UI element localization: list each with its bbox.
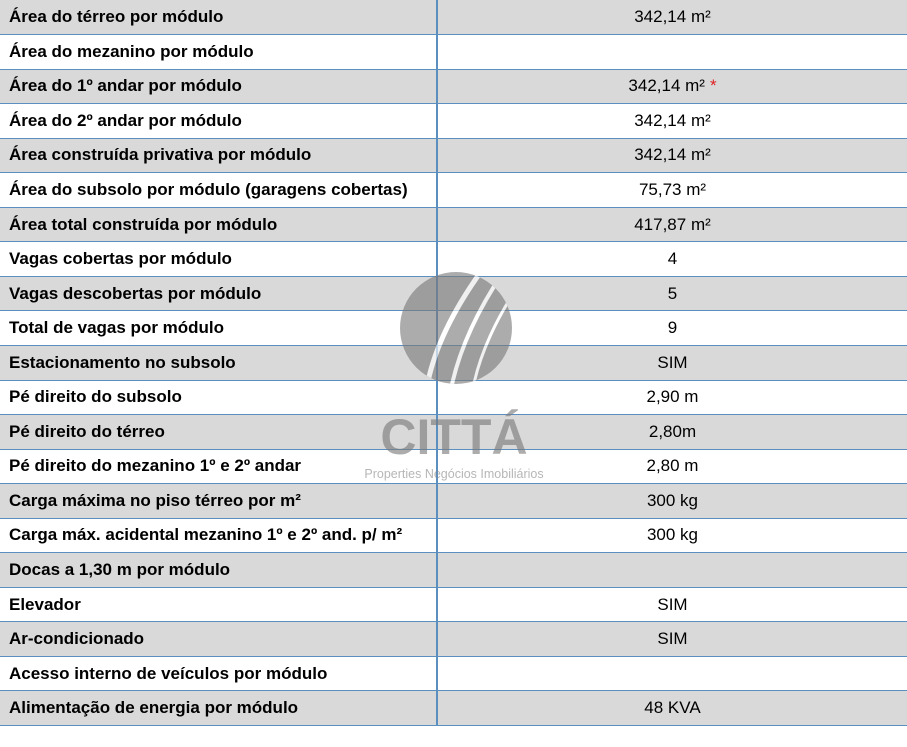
row-value-cell (437, 207, 907, 242)
row-value: SIM (657, 629, 688, 649)
row-value-cell (437, 449, 907, 484)
row-value: 48 KVA (644, 698, 701, 718)
footnote-asterisk: * (709, 76, 717, 96)
table-row (0, 415, 907, 450)
row-value-cell (437, 622, 907, 657)
row-label: Área do subsolo por módulo (garagens cobertas) (0, 173, 437, 208)
row-value-cell (437, 484, 907, 519)
row-value: 342,14 m² (634, 145, 711, 165)
row-label: Elevador (0, 587, 437, 622)
table-row (0, 691, 907, 726)
row-value-cell (437, 656, 907, 691)
row-value-cell (437, 104, 907, 139)
row-label: Área do térreo por módulo (0, 0, 437, 35)
row-label: Ar-condicionado (0, 622, 437, 657)
table-row (0, 553, 907, 588)
watermark-brand-text: CITTÁ (380, 409, 528, 465)
table-row (0, 242, 907, 277)
row-value: 5 (667, 283, 678, 303)
row-value-cell (437, 691, 907, 726)
row-label: Pé direito do mezanino 1º e 2º andar (0, 449, 437, 484)
row-value: 342,14 m² (634, 110, 711, 130)
table-row (0, 311, 907, 346)
row-value-cell (437, 415, 907, 450)
watermark-tagline-text: Properties Negócios Imobiliários (364, 467, 544, 481)
table-row (0, 345, 907, 380)
row-label: Total de vagas por módulo (0, 311, 437, 346)
row-value-cell (437, 69, 907, 104)
row-value: SIM (657, 594, 688, 614)
row-value-cell (437, 276, 907, 311)
table-row (0, 69, 907, 104)
row-value-cell (437, 0, 907, 35)
table-row (0, 587, 907, 622)
table-row (0, 173, 907, 208)
row-label: Área do 1º andar por módulo (0, 69, 437, 104)
row-label: Estacionamento no subsolo (0, 345, 437, 380)
row-label: Área total construída por módulo (0, 207, 437, 242)
row-value: 9 (667, 318, 678, 338)
row-label: Docas a 1,30 m por módulo (0, 553, 437, 588)
row-value-cell (437, 380, 907, 415)
row-label: Acesso interno de veículos por módulo (0, 656, 437, 691)
row-value: 2,80m (648, 421, 697, 441)
row-label: Alimentação de energia por módulo (0, 691, 437, 726)
row-value: 75,73 m² (638, 180, 707, 199)
row-value-cell (437, 35, 907, 70)
row-value-cell (437, 242, 907, 277)
row-value: 417,87 m² (634, 214, 711, 234)
row-label: Área do mezanino por módulo (0, 35, 437, 70)
row-value: 300 kg (646, 490, 699, 510)
table-row (0, 622, 907, 657)
table-row (0, 380, 907, 415)
row-label: Área do 2º andar por módulo (0, 104, 437, 139)
row-label: Área construída privativa por módulo (0, 138, 437, 173)
row-label: Carga máx. acidental mezanino 1º e 2º and. p/ m² (0, 518, 437, 553)
table-row (0, 656, 907, 691)
row-label: Vagas cobertas por módulo (0, 242, 437, 277)
row-value-cell (437, 587, 907, 622)
row-value-cell (437, 311, 907, 346)
row-value: 342,14 m² (628, 76, 705, 96)
table-row (0, 484, 907, 519)
table-row (0, 104, 907, 139)
table-row (0, 138, 907, 173)
row-label: Carga máxima no piso térreo por m² (0, 484, 437, 519)
table-row (0, 207, 907, 242)
row-value-cell (437, 345, 907, 380)
row-label: Vagas descobertas por módulo (0, 276, 437, 311)
row-value: 2,80 m (646, 456, 699, 476)
row-value: 300 kg (646, 525, 699, 545)
row-value: 342,14 m² (634, 7, 711, 27)
table-row (0, 276, 907, 311)
row-value-cell (437, 173, 907, 208)
table-row (0, 35, 907, 70)
row-value: 4 (667, 249, 678, 269)
row-value-cell (437, 138, 907, 173)
row-value: SIM (657, 352, 688, 372)
row-value-cell (437, 518, 907, 553)
row-label: Pé direito do subsolo (0, 380, 437, 415)
table-row (0, 0, 907, 35)
row-value-cell (437, 553, 907, 588)
row-value: 2,90 m (646, 387, 699, 407)
row-label: Pé direito do térreo (0, 415, 437, 450)
table-row (0, 449, 907, 484)
table-row (0, 518, 907, 553)
